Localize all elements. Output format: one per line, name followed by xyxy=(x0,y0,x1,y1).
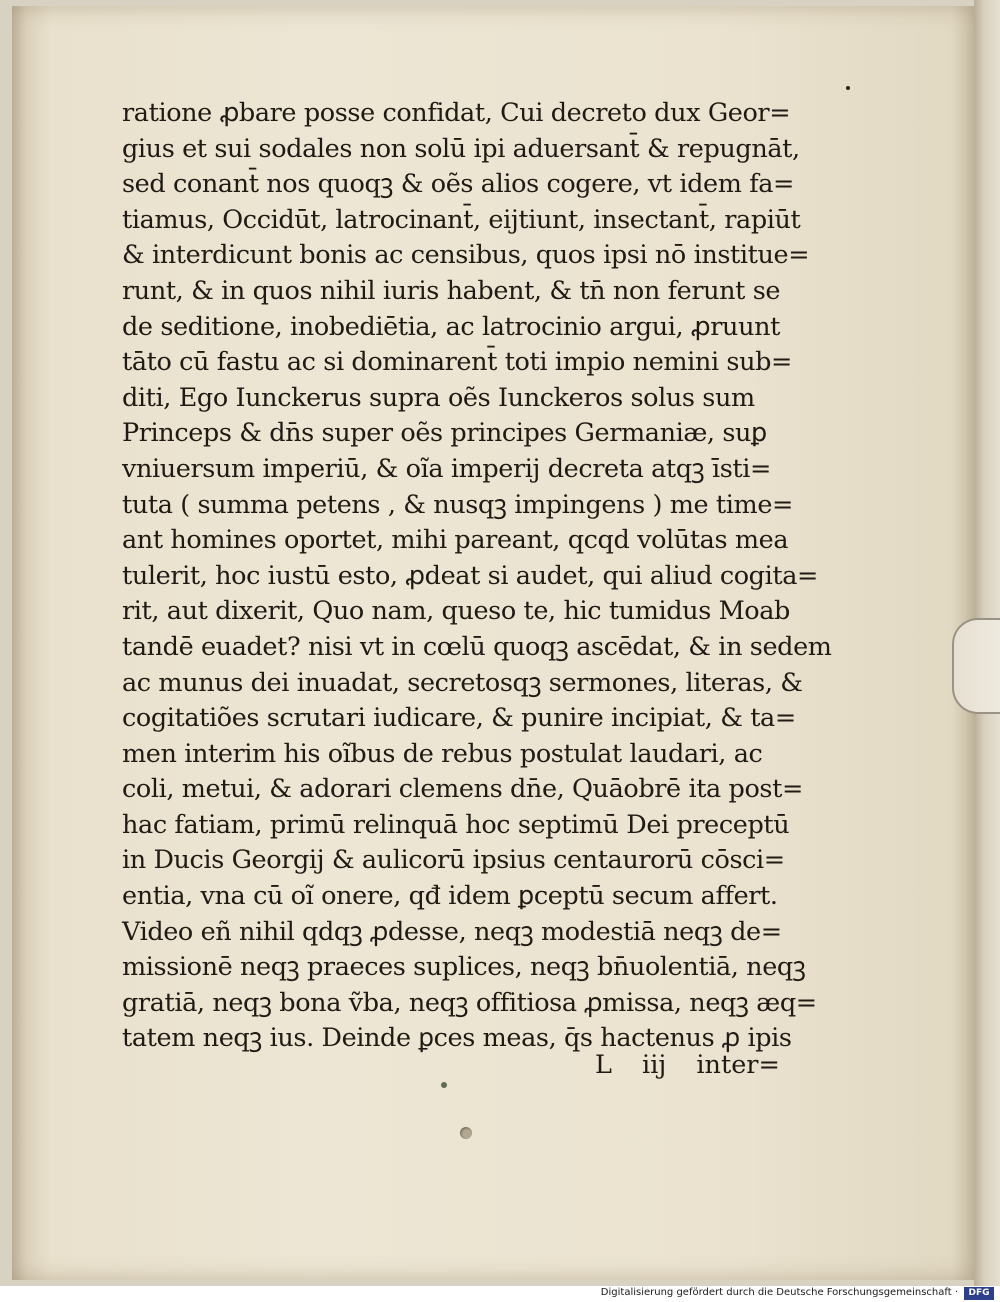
text-line: Video eñ nihil qdqꝫ ꝓdesse, neqꝫ modestiā neqꝫ de= xyxy=(122,916,782,947)
page-clip-tab xyxy=(952,618,1000,714)
text-line: in Ducis Georgij & aulicorū ipsius centaurorū cōsci= xyxy=(122,845,785,876)
text-line: men interim his oĩbus de rebus postulat laudari, ac xyxy=(122,738,763,769)
text-line: coli, metui, & adorari clemens dn̄e, Quāobrē ita post= xyxy=(122,774,803,805)
text-line: tatem neqꝫ ius. Deinde ꝑces meas, q̄s hactenus ꝓ ipis xyxy=(122,1023,792,1054)
text-line: gratiā, neqꝫ bona ṽba, neqꝫ offitiosa ꝓmissa, neqꝫ æq= xyxy=(122,987,817,1018)
ink-speck xyxy=(846,86,850,90)
text-line: tuta ( summa petens , & nusqꝫ impingens ) me time= xyxy=(122,489,793,520)
paper-hole xyxy=(460,1127,472,1139)
text-line: runt, & in quos nihil iuris habent, & tn̄ non ferunt se xyxy=(122,275,781,306)
text-line: ratione ꝓbare posse confidat, Cui decreto dux Geor= xyxy=(122,98,791,128)
text-line: de seditione, inobediētia, ac latrocinio argui, ꝓruunt xyxy=(122,311,780,342)
text-line: sed conant̄ nos quoqꝫ & oẽs alios cogere, vt idem fa= xyxy=(122,169,795,200)
text-line: rit, aut dixerit, Quo nam, queso te, hic tumidus Moab xyxy=(122,596,790,627)
text-line: vniuersum imperiū, & oĩa imperij decreta atqꝫ īsti= xyxy=(122,453,771,484)
text-line: ant homines oportet, mihi pareant, qcqd volūtas mea xyxy=(122,525,789,556)
text-line: missionē neqꝫ praeces suplices, neqꝫ bn̄uolentiā, neqꝫ xyxy=(122,952,806,983)
text-line: cogitatiões scrutari iudicare, & punire incipiat, & ta= xyxy=(122,703,796,734)
ink-speck xyxy=(441,1082,447,1088)
text-line: tāto cū fastu ac si dominarent̄ toti impio nemini sub= xyxy=(122,347,793,378)
text-line: ac munus dei inuadat, secretosqꝫ sermones, literas, & xyxy=(122,667,803,698)
text-line: tulerit, hoc iustū esto, ꝓdeat si audet, qui aliud cogita= xyxy=(122,560,818,591)
text-line: Princeps & dn̄s super oẽs principes Germaniæ, suꝑ xyxy=(122,418,767,449)
funding-credit: Digitalisierung gefördert durch die Deutsche Forschungsgemeinschaft · xyxy=(600,1287,958,1298)
catchword-signature: L iij inter= xyxy=(595,1050,780,1080)
text-line: gius et sui sodales non solū ipi aduersant̄ & repugnāt, xyxy=(122,133,800,164)
body-text xyxy=(122,96,832,1057)
dfg-logo: DFG xyxy=(964,1287,994,1300)
text-line: diti, Ego Iunckerus supra oẽs Iunckeros solus sum xyxy=(122,382,755,413)
text-line: entia, vna cū oĩ onere, qđ idem ꝑceptū secum affert. xyxy=(122,881,778,912)
text-line: tandē euadet? nisi vt in cœlū quoqꝫ ascēdat, & in sedem xyxy=(122,631,832,662)
text-line: hac fatiam, primū relinquā hoc septimū Dei preceptū xyxy=(122,809,790,840)
footer-bar xyxy=(0,1286,1000,1302)
text-line: tiamus, Occidūt, latrocinant̄, eijtiunt, insectant̄, rapiūt xyxy=(122,204,801,235)
text-line: & interdicunt bonis ac censibus, quos ipsi nō institue= xyxy=(122,240,810,271)
